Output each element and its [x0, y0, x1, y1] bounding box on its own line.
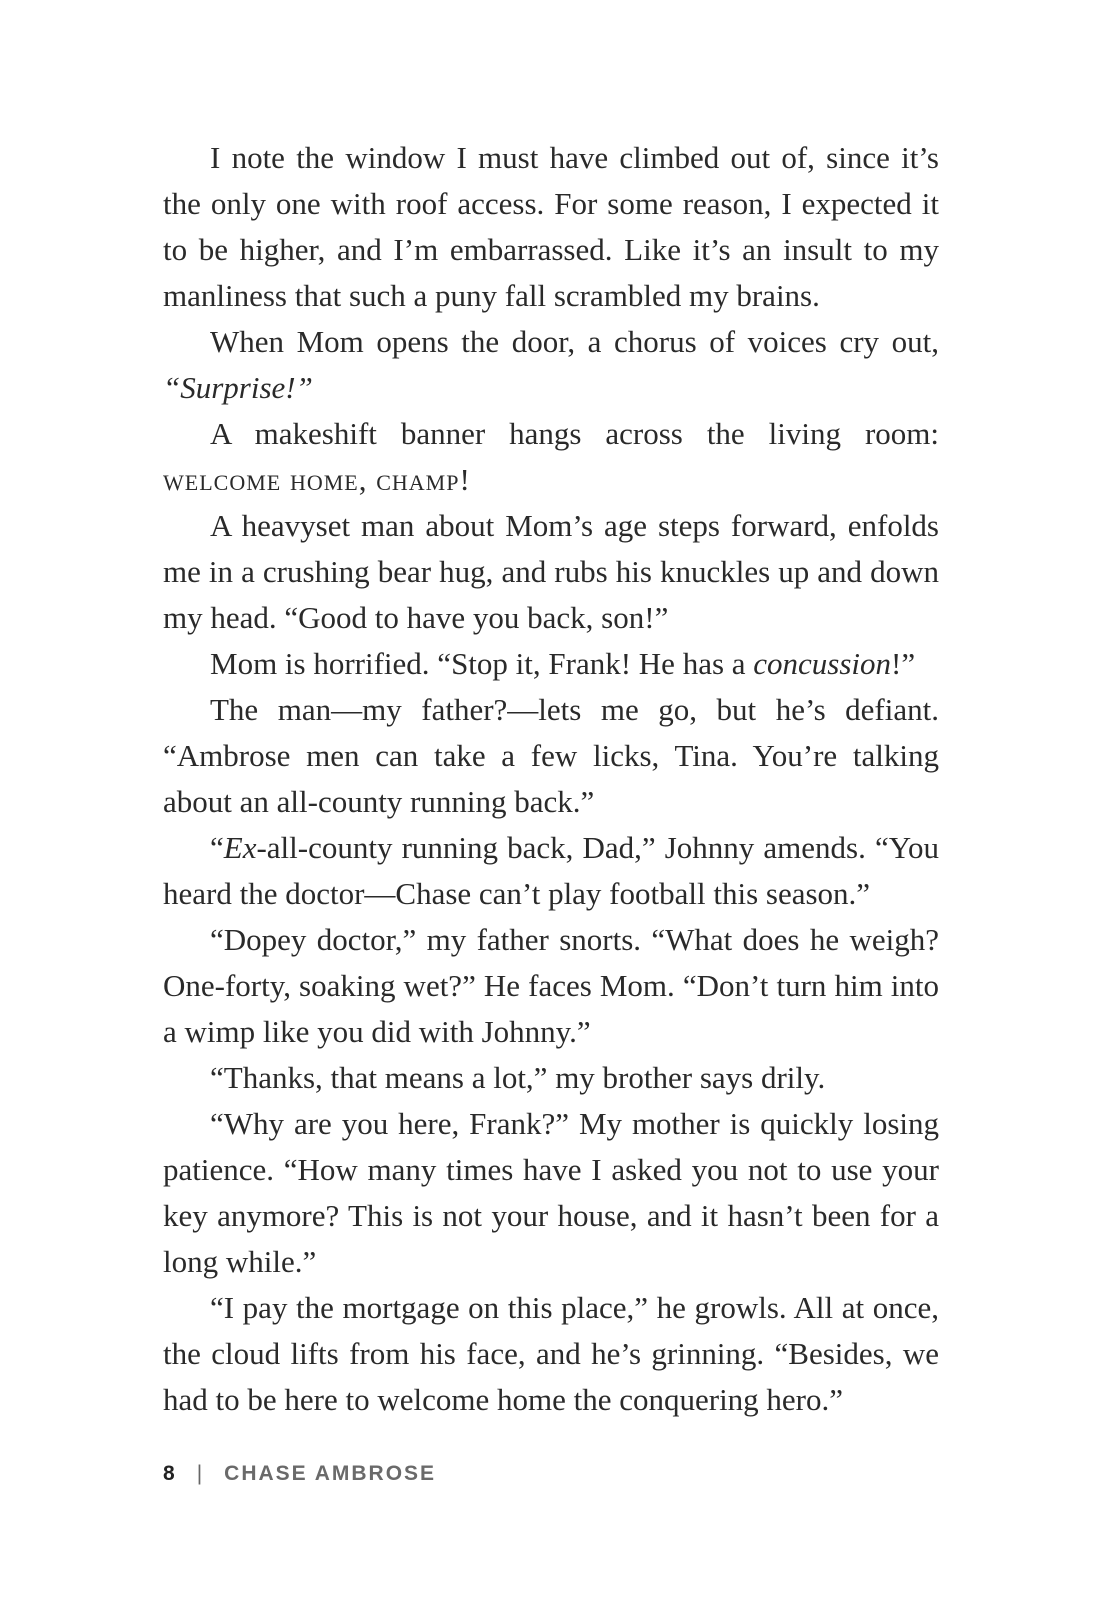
paragraph-text: Mom is horrified. “Stop it, Frank! He has a [210, 646, 754, 681]
paragraph-text: A heavyset man about Mom’s age steps forward, enfolds me in a crushing bear hug, and rubs his knuckles up and down my head. “Good to have you back, son!” [163, 508, 939, 635]
paragraph-text: “Thanks, that means a lot,” my brother says drily. [210, 1060, 826, 1095]
paragraph-text: I note the window I must have climbed out of, since it’s the only one with roof access. For some reason, I expected it to be higher, and I’m embarrassed. Like it’s an insult to my manliness that such a puny fall scrambled my brains. [163, 140, 939, 313]
paragraph-defiant [163, 687, 939, 825]
paragraph-surprise [163, 319, 939, 411]
running-head: CHASE AMBROSE [224, 1462, 437, 1485]
footer-separator: | [196, 1462, 205, 1485]
paragraph-dopey-doctor [163, 917, 939, 1055]
paragraph-text: The man—my father?—lets me go, but he’s defiant. “Ambrose men can take a few licks, Tina. You’re talking about an all-county running back.” [163, 692, 939, 819]
paragraph-why-here [163, 1101, 939, 1285]
paragraph-text: !” [891, 646, 916, 681]
paragraph-text: “Dopey doctor,” my father snorts. “What does he weigh? One-forty, soaking wet?” He faces Mom. “Don’t turn him into a wimp like you did with Johnny.” [163, 922, 939, 1049]
emphasis-text: “Surprise!” [163, 370, 313, 405]
paragraph-window [163, 135, 939, 319]
paragraph-text: -all-county running back, Dad,” Johnny amends. “You heard the doctor—Chase can’t play football this season.” [163, 830, 939, 911]
body-text [163, 135, 939, 1423]
paragraph-text: “ [210, 830, 224, 865]
paragraph-horrified [163, 641, 939, 687]
paragraph-text: A makeshift banner hangs across the living room: [210, 416, 939, 451]
paragraph-text: “Why are you here, Frank?” My mother is quickly losing patience. “How many times have I asked you not to use your key anymore? This is not your house, and it hasn’t been for a long while.” [163, 1106, 939, 1279]
paragraph-text: When Mom opens the door, a chorus of voices cry out, [210, 324, 939, 359]
paragraph-text: “I pay the mortgage on this place,” he growls. All at once, the cloud lifts from his face, and he’s grinning. “Besides, we had to be here to welcome home the conquering hero.” [163, 1290, 939, 1417]
page-footer [163, 1462, 436, 1486]
emphasis-text: concussion [753, 646, 892, 681]
paragraph-ex-all-county [163, 825, 939, 917]
paragraph-mortgage [163, 1285, 939, 1423]
banner-text: welcome home, champ! [163, 462, 471, 497]
page-number: 8 [163, 1462, 177, 1485]
paragraph-banner [163, 411, 939, 503]
paragraph-bear-hug [163, 503, 939, 641]
emphasis-text: Ex [223, 830, 257, 865]
paragraph-drily [163, 1055, 939, 1101]
